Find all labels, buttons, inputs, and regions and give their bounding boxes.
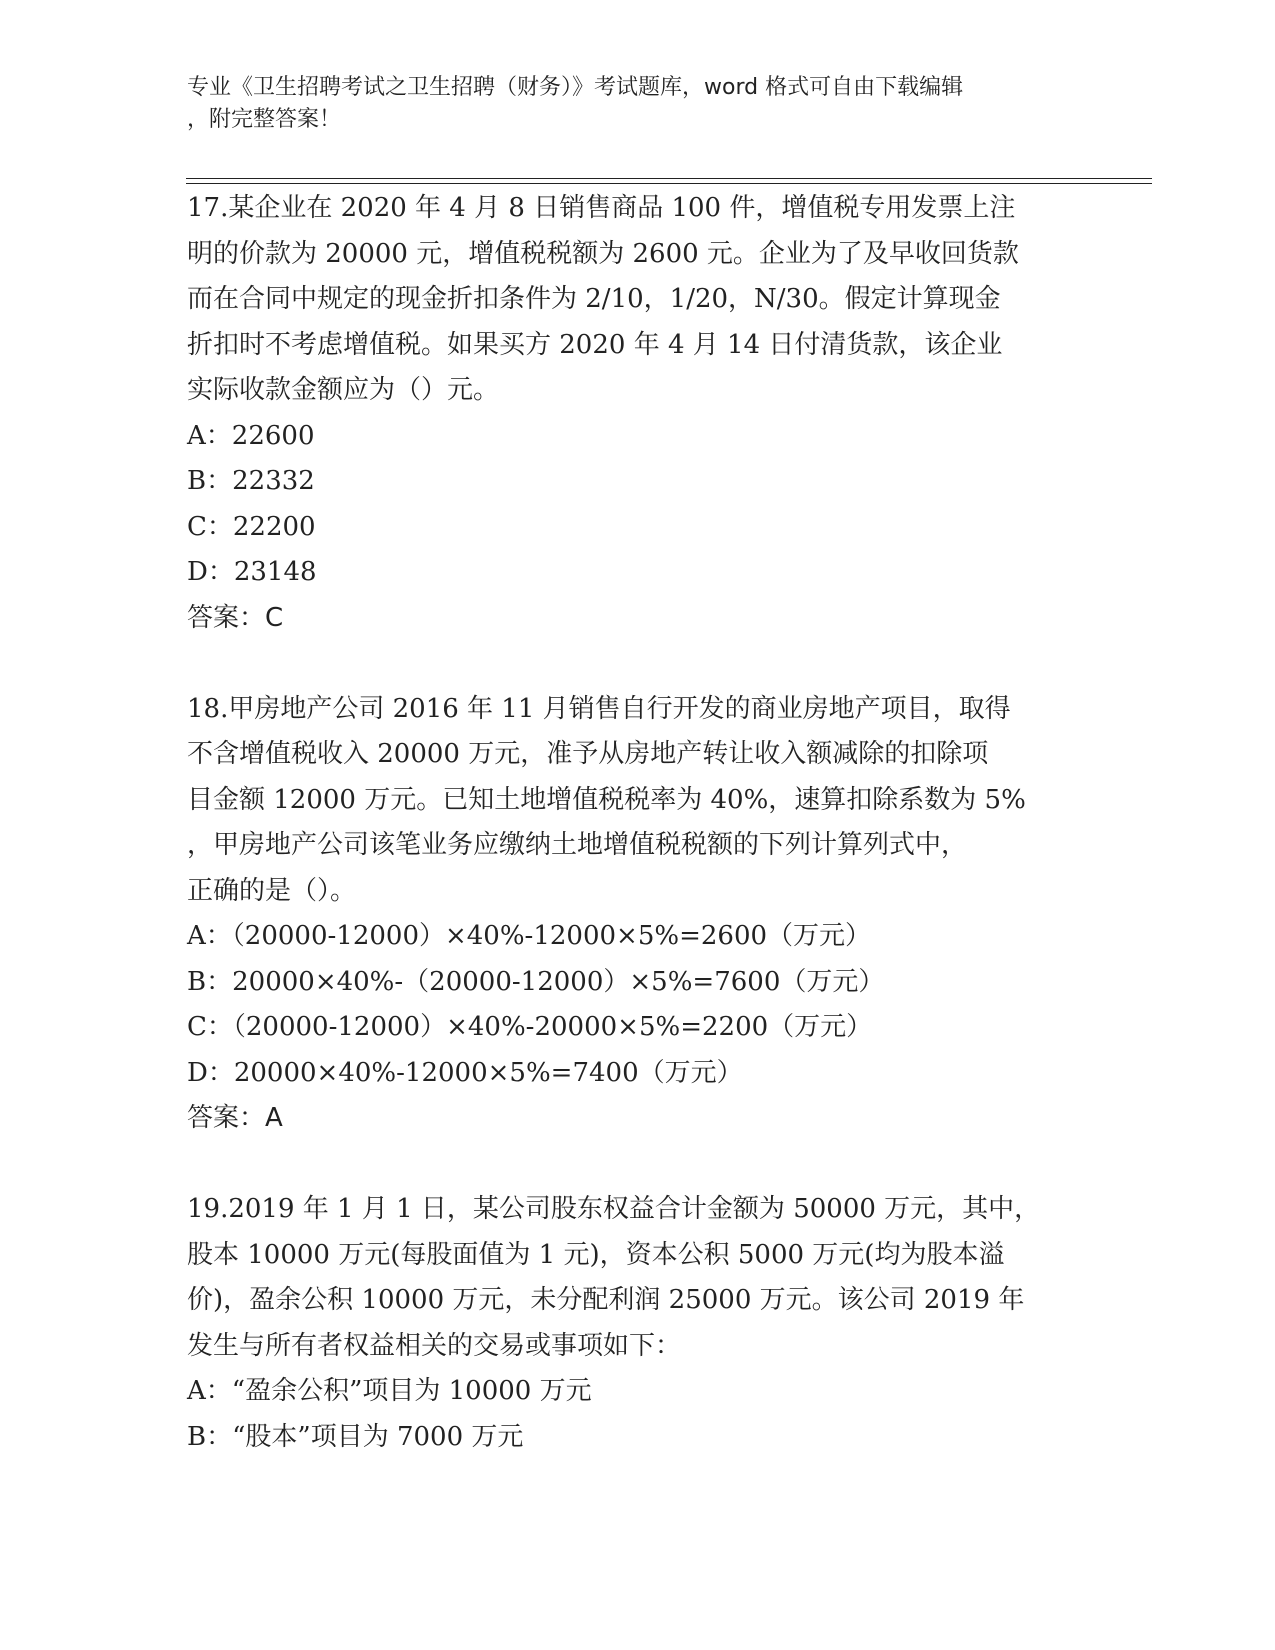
option-c: C：22200 <box>187 511 316 542</box>
option-b: B：22332 <box>187 466 315 496</box>
stem-line: 实际收款金额应为（）元。 <box>187 375 500 405</box>
stem-line: 明的价款为 20000 元，增值税税额为 2600 元。企业为了及早收回货款 <box>187 238 1019 269</box>
header-divider-bottom <box>186 183 1152 184</box>
answer-label: 答案：C <box>187 602 284 633</box>
stem-line: 发生与所有者权益相关的交易或事项如下： <box>187 1330 682 1361</box>
stem-line: 18.甲房地产公司 2016 年 11 月销售自行开发的商业房地产项目，取得 <box>187 693 1011 724</box>
header-line-1: 专业《卫生招聘考试之卫生招聘（财务）》考试题库，word 格式可自由下载编辑 <box>187 75 964 100</box>
question-18 <box>187 687 1087 1142</box>
option-d: D：20000×40%-12000×5%=7400（万元） <box>187 1057 743 1088</box>
header-divider-top <box>186 178 1152 179</box>
question-17 <box>187 186 1087 641</box>
header-line-2: ，附完整答案！ <box>187 107 342 132</box>
question-stem <box>187 186 1087 414</box>
stem-line: 股本 10000 万元(每股面值为 1 元)，资本公积 5000 万元(均为股本溢 <box>187 1239 1005 1270</box>
document-header <box>187 72 1087 136</box>
stem-line: 19.2019 年 1 月 1 日，某公司股东权益合计金额为 50000 万元，其中， <box>187 1194 1041 1224</box>
question-stem <box>187 687 1087 915</box>
spacer <box>187 641 1087 687</box>
stem-line: 17.某企业在 2020 年 4 月 8 日销售商品 100 件，增值税专用发票上注 <box>187 193 1016 223</box>
option-b: B：20000×40%-（20000-12000）×5%=7600（万元） <box>187 966 885 997</box>
option-c: C：（20000-12000）×40%-20000×5%=2200（万元） <box>187 1012 873 1042</box>
question-stem <box>187 1187 1087 1369</box>
stem-line: 正确的是（）。 <box>187 875 357 906</box>
stem-line: 而在合同中规定的现金折扣条件为 2/10，1/20，N/30。假定计算现金 <box>187 284 1001 314</box>
answer-label: 答案：A <box>187 1103 283 1133</box>
stem-line: 价)，盈余公积 10000 万元，未分配利润 25000 万元。该公司 2019 年 <box>187 1285 1025 1315</box>
option-a: A：（20000-12000）×40%-12000×5%=2600（万元） <box>187 921 872 951</box>
option-a: A：22600 <box>187 420 315 451</box>
stem-line: 目金额 12000 万元。已知土地增值税税率为 40%，速算扣除系数为 5% <box>187 784 1026 815</box>
option-b: B：“股本”项目为 7000 万元 <box>187 1421 524 1452</box>
question-list <box>187 186 1087 1460</box>
option-a: A：“盈余公积”项目为 10000 万元 <box>187 1376 592 1406</box>
stem-line: ，甲房地产公司该笔业务应缴纳土地增值税税额的下列计算列式中， <box>187 830 968 860</box>
spacer <box>187 1142 1087 1188</box>
question-19 <box>187 1187 1087 1460</box>
stem-line: 折扣时不考虑增值税。如果买方 2020 年 4 月 14 日付清货款，该企业 <box>187 329 1003 360</box>
stem-line: 不含增值税收入 20000 万元，准予从房地产转让收入额减除的扣除项 <box>187 739 989 769</box>
option-d: D：23148 <box>187 557 317 587</box>
